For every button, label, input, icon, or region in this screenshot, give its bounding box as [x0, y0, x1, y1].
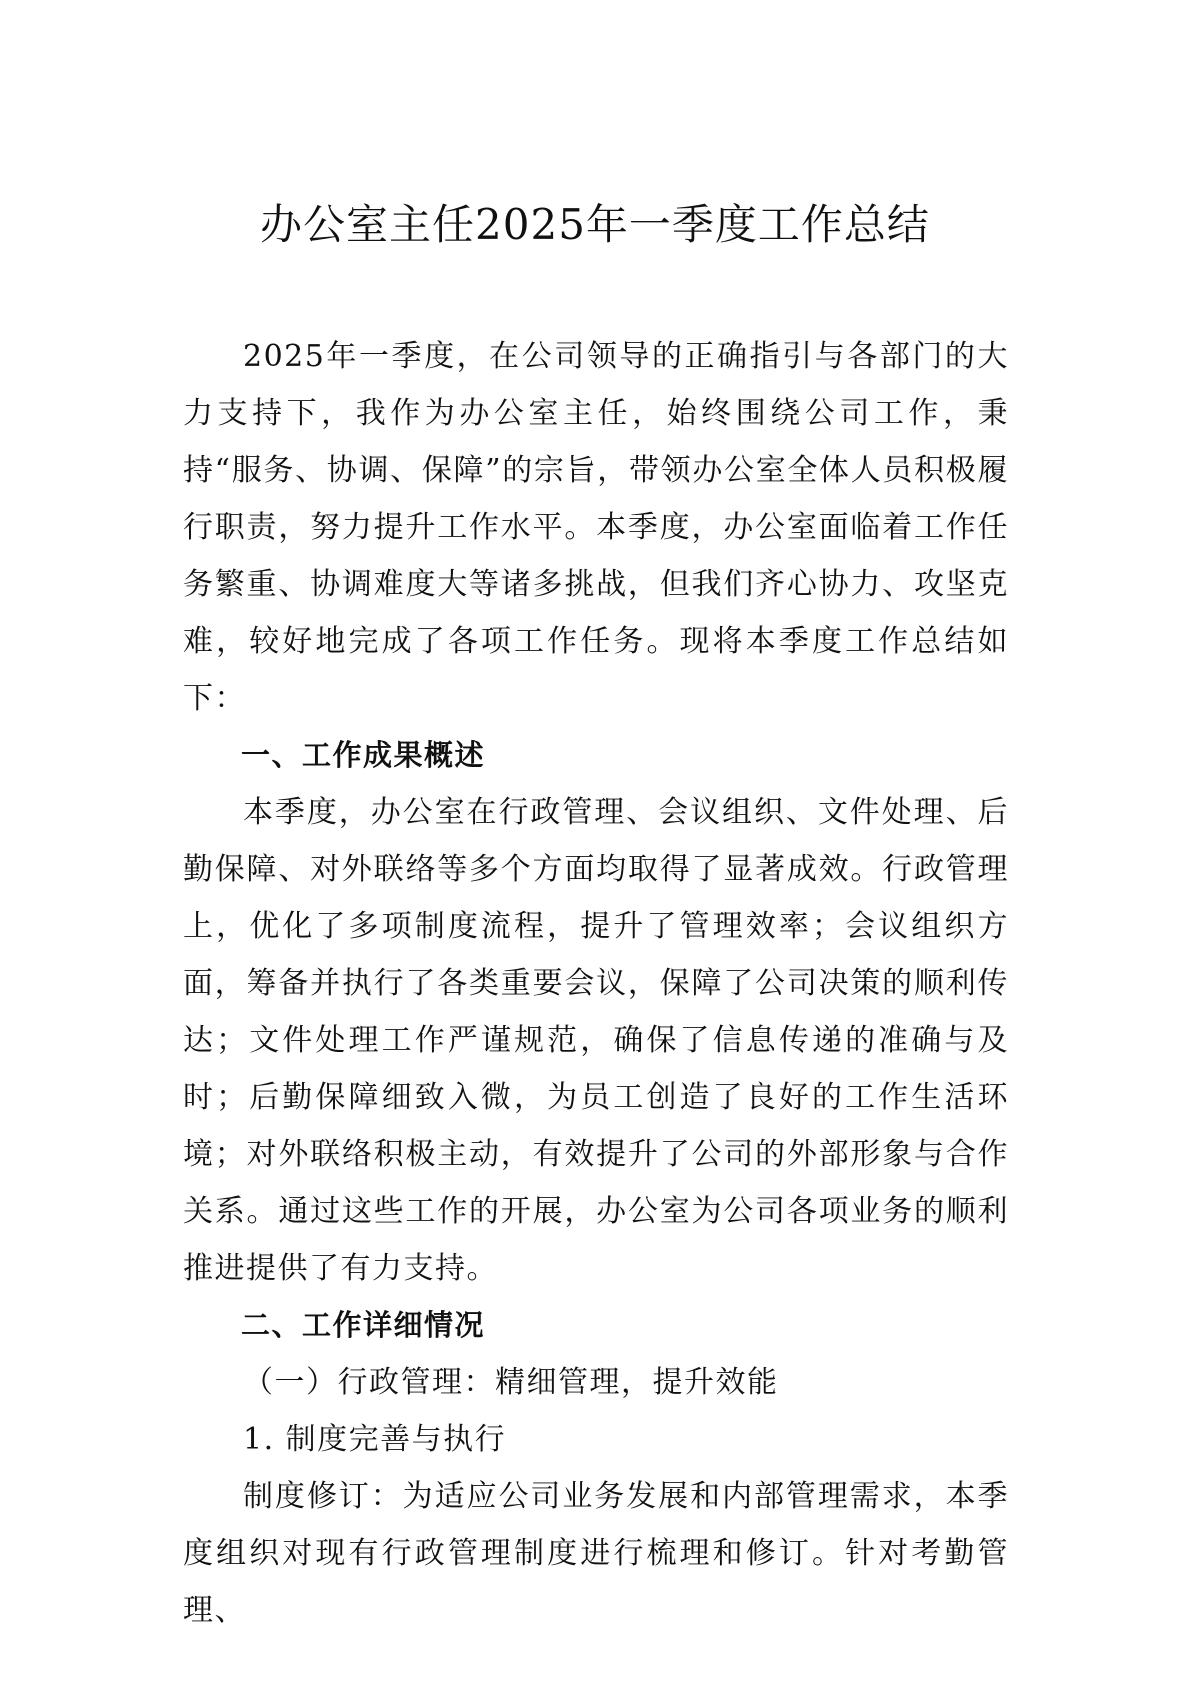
item-1-paragraph: 制度修订：为适应公司业务发展和内部管理需求，本季度组织对现有行政管理制度进行梳理和修订。针对考勤管理、: [183, 1479, 1009, 1628]
section-1-heading: 一、工作成果概述: [241, 738, 486, 772]
section-1-paragraph: 本季度，办公室在行政管理、会议组织、文件处理、后勤保障、对外联络等多个方面均取得了显著成效。行政管理上，优化了多项制度流程，提升了管理效率；会议组织方面，筹备并执行了各类重要会议，保障了公司决策的顺利传达；文件处理工作严谨规范，确保了信息传递的准确与及时；后勤保障细致入微，为员工创造了良好的工作生活环境；对外联络积极主动，有效提升了公司的外部形象与合作关系。通过这些工作的开展，办公室为公司各项业务的顺利推进提供了有力支持。: [183, 795, 1009, 1286]
intro-paragraph: 2025年一季度，在公司领导的正确指引与各部门的大力支持下，我作为办公室主任，始终围绕公司工作，秉持“服务、协调、保障”的宗旨，带领办公室全体人员积极履行职责，努力提升工作水平。本季度，办公室面临着工作任务繁重、协调难度大等诸多挑战，但我们齐心协力、攻坚克难，较好地完成了各项工作任务。现将本季度工作总结如下：: [183, 339, 1009, 716]
section-2-heading: 二、工作详细情况: [241, 1308, 486, 1342]
subsection-1-heading: （一）行政管理：精细管理，提升效能: [243, 1365, 779, 1400]
document-body: [183, 328, 1009, 1639]
item-1-heading: 1. 制度完善与执行: [243, 1422, 507, 1457]
document-title: 办公室主任2025年一季度工作总结: [260, 200, 930, 249]
